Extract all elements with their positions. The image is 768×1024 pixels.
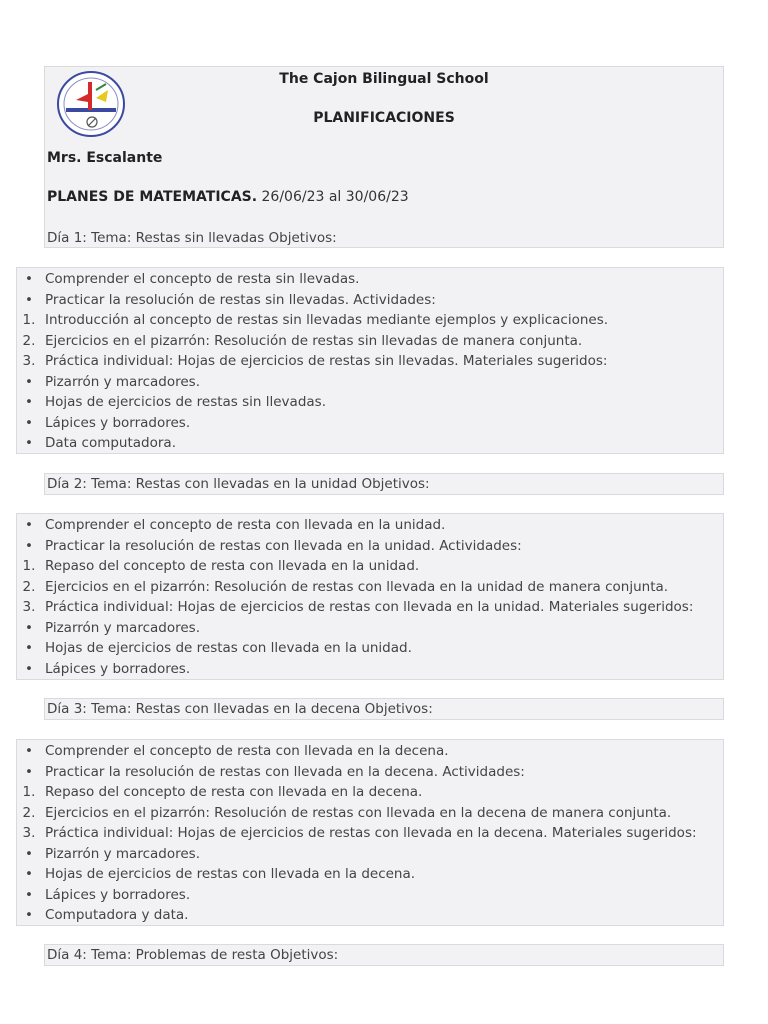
day3-list: • Comprender el concepto de resta con llevada en la decena. • Practicar la resolución de restas con llevada en la decena. Actividades: 1. Repaso del concepto de resta con llevada en la decena. 2. Ejercicios en el pizarrón: Resolución de restas con llevada en la decena de manera conjunta. 3. Práctica individual: Hojas de ejercicios de restas con llevada en la decena. Materiales sugeridos: • Pizarrón y marcadores. • Hojas de ejercicios de restas con llevada en la decena. • Lápices y borradores. • Computadora y data.	[16, 739, 724, 926]
day3-heading-box	[44, 698, 724, 720]
day1-heading: Día 1: Tema: Restas sin llevadas Objetivos:	[47, 230, 337, 246]
teacher-name: Mrs. Escalante	[47, 150, 163, 166]
plan-dates: 26/06/23 al 30/06/23	[257, 189, 409, 205]
day4-heading-box	[44, 944, 724, 966]
day4-heading: Día 4: Tema: Problemas de resta Objetivos:	[47, 947, 339, 963]
header-box	[44, 66, 724, 248]
day3-heading: Día 3: Tema: Restas con llevadas en la decena Objetivos:	[47, 701, 433, 717]
plan-line	[47, 189, 409, 205]
school-name: The Cajon Bilingual School	[279, 71, 489, 87]
day1-list: • Comprender el concepto de resta sin llevadas. • Practicar la resolución de restas sin llevadas. Actividades: 1. Introducción al concepto de restas sin llevadas mediante ejemplos y explicaciones. 2. Ejercicios en el pizarrón: Resolución de restas sin llevadas de manera conjunta. 3. Práctica individual: Hojas de ejercicios de restas sin llevadas. Materiales sugeridos: • Pizarrón y marcadores. • Hojas de ejercicios de restas sin llevadas. • Lápices y borradores. • Data computadora.	[16, 267, 724, 454]
plan-subject: PLANES DE MATEMATICAS.	[47, 189, 258, 205]
document-title: PLANIFICACIONES	[313, 110, 455, 126]
day2-heading: Día 2: Tema: Restas con llevadas en la unidad Objetivos:	[47, 476, 430, 492]
day2-heading-box	[44, 473, 724, 495]
day2-list: • Comprender el concepto de resta con llevada en la unidad. • Practicar la resolución de restas con llevada en la unidad. Actividades: 1. Repaso del concepto de resta con llevada en la unidad. 2. Ejercicios en el pizarrón: Resolución de restas con llevada en la unidad de manera conjunta. 3. Práctica individual: Hojas de ejercicios de restas con llevada en la unidad. Materiales sugeridos: • Pizarrón y marcadores. • Hojas de ejercicios de restas con llevada en la unidad. • Lápices y borradores.	[16, 513, 724, 680]
